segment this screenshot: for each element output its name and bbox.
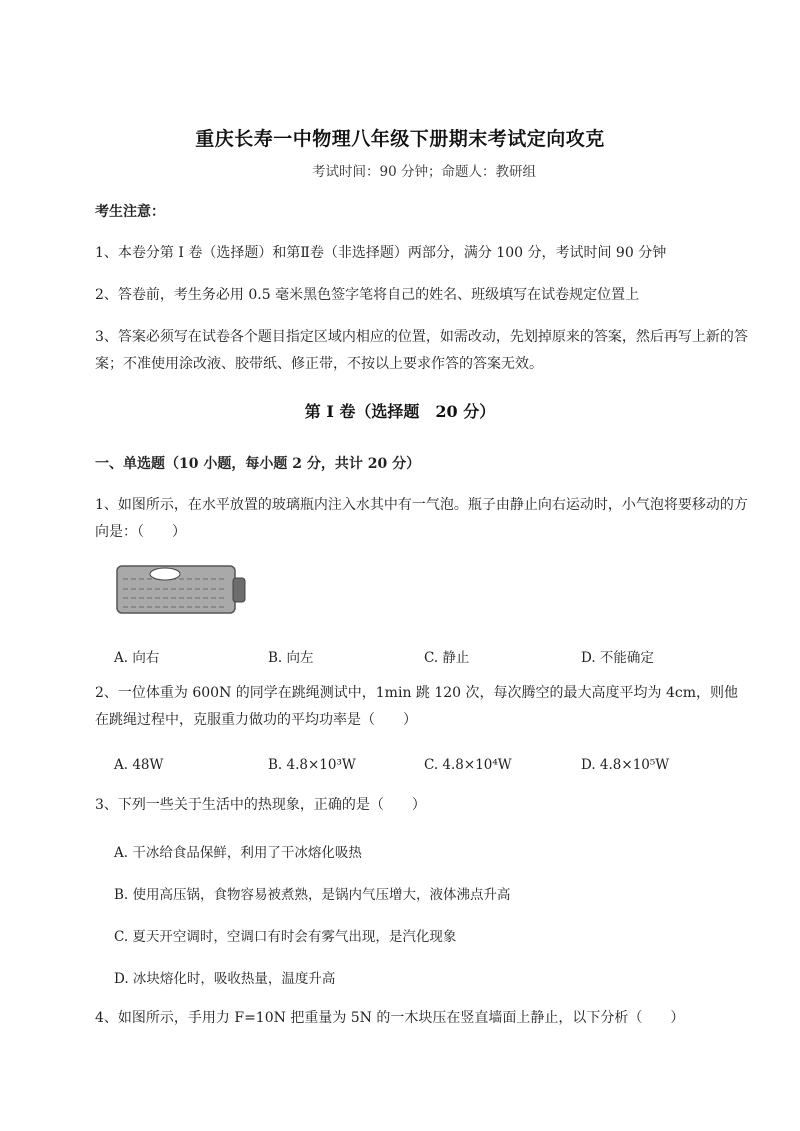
notes-heading: 考生注意：	[95, 204, 165, 220]
q1-option-b[interactable]: B. 向左	[268, 650, 314, 666]
exam-subtitle: 考试时间：90 分钟；命题人：教研组	[312, 164, 536, 180]
q2-option-c[interactable]: C. 4.8×10⁴W	[424, 757, 512, 773]
section-title: 第 I 卷（选择题 20 分）	[304, 402, 496, 421]
q1-option-d[interactable]: D. 不能确定	[581, 650, 654, 666]
bottle-with-bubble-figure	[115, 562, 250, 617]
question-2-stem: 2、一位体重为 600N 的同学在跳绳测试中，1min 跳 120 次，每次腾空的最大高度平均为 4cm，则他在跳绳过程中，克服重力做功的平均功率是（ ）	[95, 685, 738, 728]
q3-option-a[interactable]: A. 干冰给食品保鲜，利用了干冰熔化吸热	[114, 845, 362, 861]
question-1-stem: 1、如图所示，在水平放置的玻璃瓶内注入水其中有一气泡。瓶子由静止向右运动时，小气泡将要移动的方向是：（ ）	[95, 497, 748, 540]
q1-option-a[interactable]: A. 向右	[114, 650, 160, 666]
q2-option-d[interactable]: D. 4.8×10⁵W	[581, 757, 670, 773]
question-1-options	[114, 646, 754, 668]
exam-title: 重庆长寿一中物理八年级下册期末考试定向攻克	[195, 128, 605, 150]
question-3-stem: 3、下列一些关于生活中的热现象，正确的是（ ）	[95, 797, 426, 813]
part-heading: 一、单选题（10 小题，每小题 2 分，共计 20 分）	[95, 456, 421, 472]
question-2-options	[114, 757, 754, 779]
q1-option-c[interactable]: C. 静止	[424, 650, 470, 666]
q3-option-d[interactable]: D. 冰块熔化时，吸收热量，温度升高	[114, 971, 336, 987]
air-bubble-icon	[150, 568, 180, 580]
q3-option-c[interactable]: C. 夏天开空调时，空调口有时会有雾气出现，是汽化现象	[114, 929, 457, 945]
note-item-2: 2、答卷前，考生务必用 0.5 毫米黑色签字笔将自己的姓名、班级填写在试卷规定位置上	[95, 287, 640, 303]
note-item-1: 1、本卷分第 I 卷（选择题）和第Ⅱ卷（非选择题）两部分，满分 100 分，考试时间 90 分钟	[95, 245, 667, 261]
question-4-stem: 4、如图所示，手用力 F=10N 把重量为 5N 的一木块压在竖直墙面上静止，以下分析（ ）	[95, 1010, 685, 1026]
q3-option-b[interactable]: B. 使用高压锅，食物容易被煮熟，是锅内气压增大，液体沸点升高	[114, 887, 511, 903]
note-item-3: 3、答案必须写在试卷各个题目指定区域内相应的位置，如需改动，先划掉原来的答案，然后再写上新的答案；不准使用涂改液、胶带纸、修正带，不按以上要求作答的答案无效。	[95, 329, 748, 372]
q2-option-a[interactable]: A. 48W	[114, 757, 164, 773]
q2-option-b[interactable]: B. 4.8×10³W	[268, 757, 356, 773]
